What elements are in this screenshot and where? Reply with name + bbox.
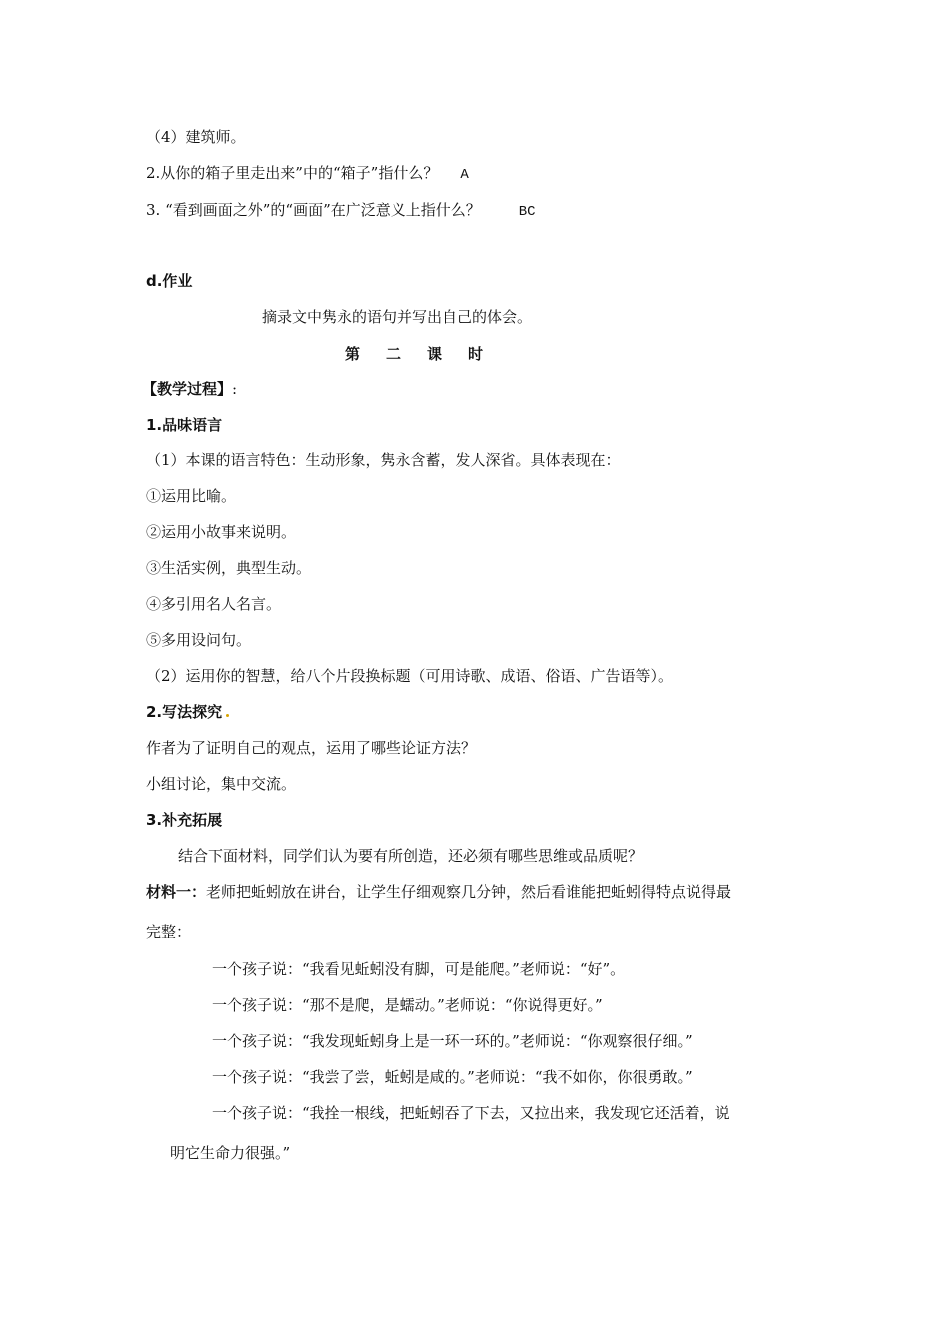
dialogue-3: 一个孩子说：“我发现蚯蚓身上是一环一环的。”老师说：“你观察很仔细。” <box>212 1032 693 1050</box>
dialogue-5-end: 明它生命力很强。” <box>170 1144 291 1162</box>
lesson-title: 第二课时 <box>345 345 510 363</box>
dialogue-2: 一个孩子说：“那不是爬，是蠕动。”老师说：“你说得更好。” <box>212 996 603 1014</box>
homework-content: 摘录文中隽永的语句并写出自己的体会。 <box>262 308 533 326</box>
dialogue-1: 一个孩子说：“我看见蚯蚓没有脚，可是能爬。”老师说：“好”。 <box>212 960 626 978</box>
feature-item-5: ⑤多用设问句。 <box>146 631 252 649</box>
question-2-text: 2.从你的箱子里走出来”中的“箱子”指什么？ <box>146 164 439 182</box>
section-2-method: 小组讨论，集中交流。 <box>146 775 297 793</box>
question-3-text: 3. “看到画面之外”的“画面”在广泛意义上指什么？ <box>146 201 481 219</box>
dialogue-5: 一个孩子说：“我拴一根线，把蚯蚓吞了下去，又拉出来，我发现它还活着，说 <box>212 1104 730 1122</box>
process-heading <box>142 379 237 399</box>
feature-item-4: ④多引用名人名言。 <box>146 595 282 613</box>
material-1-text: 老师把蚯蚓放在讲台，让学生仔细观察几分钟，然后看谁能把蚯蚓得特点说得最 <box>206 883 732 901</box>
material-1-label: 材料一： <box>146 883 207 901</box>
question-2 <box>146 163 469 185</box>
section-2-question: 作者为了证明自己的观点，运用了哪些论证方法？ <box>146 739 477 757</box>
feature-item-1: ①运用比喻。 <box>146 487 237 505</box>
homework-heading: d.作业 <box>146 272 193 290</box>
question-2-answer: A <box>460 167 469 183</box>
section-2-heading-text: 2.写法探究 <box>146 703 223 721</box>
question-3 <box>146 200 536 222</box>
process-heading-colon: : <box>232 380 238 398</box>
marker-dot <box>226 714 229 717</box>
section-1-task-2: （2）运用你的智慧，给八个片段换标题（可用诗歌、成语、俗语、广告语等）。 <box>146 667 674 685</box>
material-1-line-2: 完整： <box>146 923 192 941</box>
process-heading-text: 【教学过程】 <box>142 380 233 398</box>
question-3-answer: BC <box>518 204 536 220</box>
section-1-intro: （1）本课的语言特色：生动形象，隽永含蓄，发人深省。具体表现在： <box>146 451 621 469</box>
dialogue-4: 一个孩子说：“我尝了尝，蚯蚓是咸的。”老师说：“我不如你，你很勇敢。” <box>212 1068 693 1086</box>
section-1-heading: 1.品味语言 <box>146 416 223 434</box>
material-1-line-1 <box>146 882 731 902</box>
item-4: （4）建筑师。 <box>146 128 246 146</box>
feature-item-2: ②运用小故事来说明。 <box>146 523 297 541</box>
section-3-prompt: 结合下面材料，同学们认为要有所创造，还必须有哪些思维或品质呢？ <box>178 847 644 865</box>
section-3-heading: 3.补充拓展 <box>146 811 223 829</box>
feature-item-3: ③生活实例，典型生动。 <box>146 559 312 577</box>
section-2-heading <box>146 702 229 722</box>
